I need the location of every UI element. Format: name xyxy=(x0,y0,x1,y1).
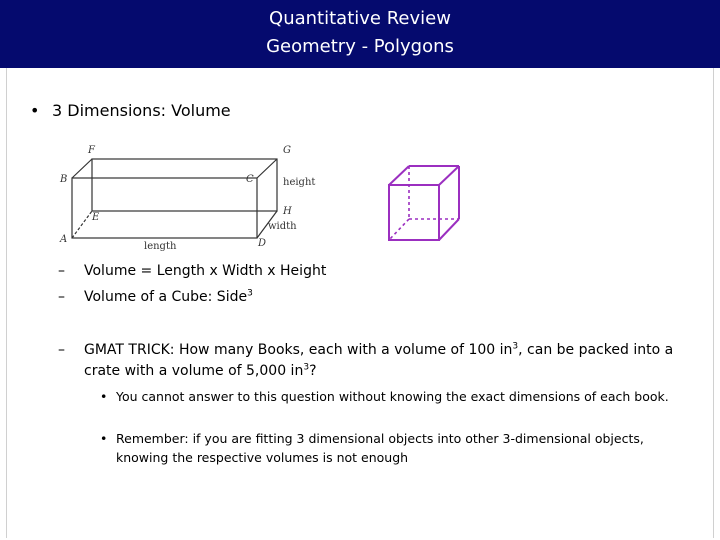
slide-subtitle: Geometry - Polygons xyxy=(266,36,454,57)
slide-title: Quantitative Review xyxy=(269,8,451,29)
label-width: width xyxy=(268,221,297,232)
note-text: You cannot answer to this question without knowing the exact dimensions of each book. xyxy=(116,389,669,404)
label-D: D xyxy=(258,238,267,249)
gmat-text-3: ? xyxy=(309,363,317,379)
cube-figure xyxy=(384,160,468,244)
main-bullet xyxy=(30,101,231,120)
sub-item-text: Volume = Length x Width x Height xyxy=(84,263,327,279)
label-G: G xyxy=(283,145,291,156)
title-bar xyxy=(0,0,720,68)
label-A: A xyxy=(60,234,68,245)
superscript: 3 xyxy=(303,362,310,373)
label-E: E xyxy=(92,212,100,223)
gmat-text-1: GMAT TRICK: How many Books, each with a volume of 100 in xyxy=(84,342,513,358)
superscript: 3 xyxy=(512,341,519,352)
label-length: length xyxy=(144,241,177,252)
superscript: 3 xyxy=(247,288,253,299)
box-front-face xyxy=(72,178,257,238)
bullet-icon: • xyxy=(100,431,108,446)
main-bullet-text: 3 Dimensions: Volume xyxy=(52,101,231,120)
label-F: F xyxy=(88,145,95,156)
sub-item-text: Volume of a Cube: Side xyxy=(84,289,248,305)
label-height: height xyxy=(283,177,316,188)
box-back-face xyxy=(92,159,277,211)
label-H: H xyxy=(283,206,292,217)
note-text: Remember: if you are fitting 3 dimensional objects into other 3-dimensional objects, knowing the respective volumes is not enough xyxy=(116,431,644,465)
rectangular-box-figure xyxy=(56,140,316,255)
bullet-icon: • xyxy=(100,389,108,404)
label-B: B xyxy=(60,174,68,185)
cube-front-face xyxy=(389,185,439,240)
label-C: C xyxy=(246,174,254,185)
gmat-text-2: , can be packed into a crate with a volume of 5,000 in xyxy=(84,342,674,379)
bullet-icon: • xyxy=(30,101,40,120)
